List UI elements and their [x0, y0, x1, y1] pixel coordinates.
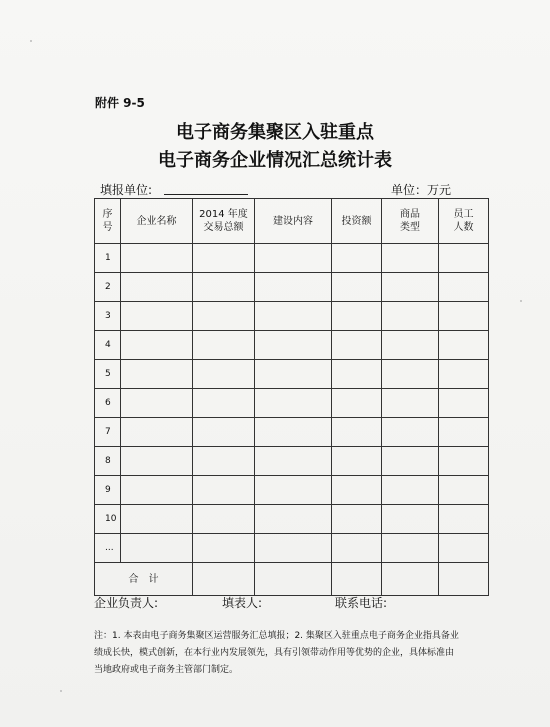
table-cell[interactable] — [439, 447, 489, 476]
table-cell[interactable] — [193, 505, 255, 534]
table-row — [95, 302, 489, 331]
signature-phone: 联系电话: — [335, 596, 388, 610]
row-number: 7 — [95, 418, 121, 447]
row-number: 5 — [95, 360, 121, 389]
header-annual-volume: 2014 年度 交易总额 — [193, 199, 255, 244]
table-cell[interactable] — [255, 244, 332, 273]
table-cell[interactable] — [193, 418, 255, 447]
table-cell[interactable] — [439, 302, 489, 331]
table-row — [95, 534, 489, 563]
table-cell[interactable] — [332, 418, 382, 447]
table-row — [95, 505, 489, 534]
signature-company-head: 企业负责人: — [94, 596, 159, 610]
table-cell[interactable] — [193, 534, 255, 563]
table-row — [95, 447, 489, 476]
table-row — [95, 360, 489, 389]
attachment-label: 附件 9-5 — [95, 96, 145, 110]
table-cell[interactable] — [193, 476, 255, 505]
table-cell[interactable] — [382, 447, 439, 476]
table-cell[interactable] — [439, 476, 489, 505]
table-cell[interactable] — [332, 244, 382, 273]
table-cell[interactable] — [121, 302, 193, 331]
table-cell[interactable] — [193, 302, 255, 331]
row-number: 4 — [95, 331, 121, 360]
table-cell[interactable] — [332, 447, 382, 476]
header-serial: 序 号 — [95, 199, 121, 244]
scan-speck — [30, 40, 32, 42]
table-cell[interactable] — [121, 331, 193, 360]
table-cell[interactable] — [382, 476, 439, 505]
table-cell[interactable] — [382, 418, 439, 447]
scan-speck — [520, 300, 522, 302]
table-cell[interactable] — [121, 476, 193, 505]
header-company-name: 企业名称 — [121, 199, 193, 244]
table-cell[interactable] — [121, 244, 193, 273]
unit-label: 单位：万元 — [391, 183, 452, 197]
table-row — [95, 389, 489, 418]
header-goods-type: 商品 类型 — [382, 199, 439, 244]
table-cell[interactable] — [255, 447, 332, 476]
table-cell[interactable] — [439, 563, 489, 596]
row-number: 3 — [95, 302, 121, 331]
table-cell[interactable] — [332, 273, 382, 302]
table-cell[interactable] — [382, 563, 439, 596]
table-cell[interactable] — [193, 244, 255, 273]
table-row — [95, 273, 489, 302]
row-number: 10 — [95, 505, 121, 534]
table-cell[interactable] — [332, 360, 382, 389]
table-cell[interactable] — [193, 389, 255, 418]
table-cell[interactable] — [255, 505, 332, 534]
header-staff-count: 员工 人数 — [439, 199, 489, 244]
table-cell[interactable] — [332, 505, 382, 534]
summary-table — [94, 198, 489, 596]
table-cell[interactable] — [121, 505, 193, 534]
table-cell[interactable] — [255, 534, 332, 563]
table-row — [95, 418, 489, 447]
table-cell[interactable] — [332, 476, 382, 505]
table-cell[interactable] — [121, 418, 193, 447]
title-line-2: 电子商务企业情况汇总统计表 — [158, 150, 392, 171]
table-cell[interactable] — [255, 273, 332, 302]
table-cell[interactable] — [382, 244, 439, 273]
header-construction: 建设内容 — [255, 199, 332, 244]
table-cell[interactable] — [382, 505, 439, 534]
table-cell[interactable] — [382, 534, 439, 563]
table-cell[interactable] — [255, 563, 332, 596]
footnote: 注：1. 本表由电子商务集聚区运营服务汇总填报；2. 集聚区入驻重点电子商务企业指具备业 绩成长快，模式创新，在本行业内发展领先，具有引领带动作用等优势的企业，具体标准由 当地政府或电子商务主管部门制定。 — [94, 631, 459, 675]
table-cell[interactable] — [121, 389, 193, 418]
table-cell[interactable] — [439, 331, 489, 360]
table-cell[interactable] — [382, 302, 439, 331]
row-number: 2 — [95, 273, 121, 302]
row-number: 6 — [95, 389, 121, 418]
table-cell[interactable] — [193, 563, 255, 596]
table-cell[interactable] — [439, 534, 489, 563]
table-row — [95, 331, 489, 360]
table-cell[interactable] — [193, 331, 255, 360]
table-cell[interactable] — [382, 331, 439, 360]
table-cell[interactable] — [439, 244, 489, 273]
table-cell[interactable] — [332, 534, 382, 563]
row-number: ... — [95, 534, 121, 563]
row-number: 8 — [95, 447, 121, 476]
table-cell[interactable] — [332, 389, 382, 418]
table-row — [95, 244, 489, 273]
table-cell[interactable] — [255, 360, 332, 389]
table-cell[interactable] — [193, 360, 255, 389]
table-row — [95, 476, 489, 505]
table-cell[interactable] — [332, 563, 382, 596]
table-cell[interactable] — [332, 302, 382, 331]
table-cell[interactable] — [121, 273, 193, 302]
table-cell[interactable] — [255, 389, 332, 418]
table-cell[interactable] — [439, 418, 489, 447]
table-total-row — [95, 563, 489, 596]
scan-speck — [60, 690, 62, 692]
table-cell[interactable] — [255, 302, 332, 331]
header-investment: 投资额 — [332, 199, 382, 244]
table-cell[interactable] — [121, 534, 193, 563]
row-number: 9 — [95, 476, 121, 505]
table-cell[interactable] — [255, 418, 332, 447]
table-cell[interactable] — [255, 476, 332, 505]
table-cell[interactable] — [382, 389, 439, 418]
table-cell[interactable] — [255, 331, 332, 360]
total-label: 合 计 — [95, 563, 193, 596]
fill-unit-blank[interactable] — [164, 194, 248, 195]
table-cell[interactable] — [439, 389, 489, 418]
table-cell[interactable] — [382, 360, 439, 389]
table-cell[interactable] — [121, 447, 193, 476]
table-header-row — [95, 199, 489, 244]
table-cell[interactable] — [439, 360, 489, 389]
table-cell[interactable] — [382, 273, 439, 302]
table-cell[interactable] — [121, 360, 193, 389]
table-cell[interactable] — [439, 273, 489, 302]
table-cell[interactable] — [439, 505, 489, 534]
signature-filler: 填表人: — [222, 596, 263, 610]
title-line-1: 电子商务集聚区入驻重点 — [176, 122, 374, 143]
row-number: 1 — [95, 244, 121, 273]
table-cell[interactable] — [332, 331, 382, 360]
table-cell[interactable] — [193, 273, 255, 302]
fill-unit-label: 填报单位: — [100, 183, 153, 197]
table-cell[interactable] — [193, 447, 255, 476]
